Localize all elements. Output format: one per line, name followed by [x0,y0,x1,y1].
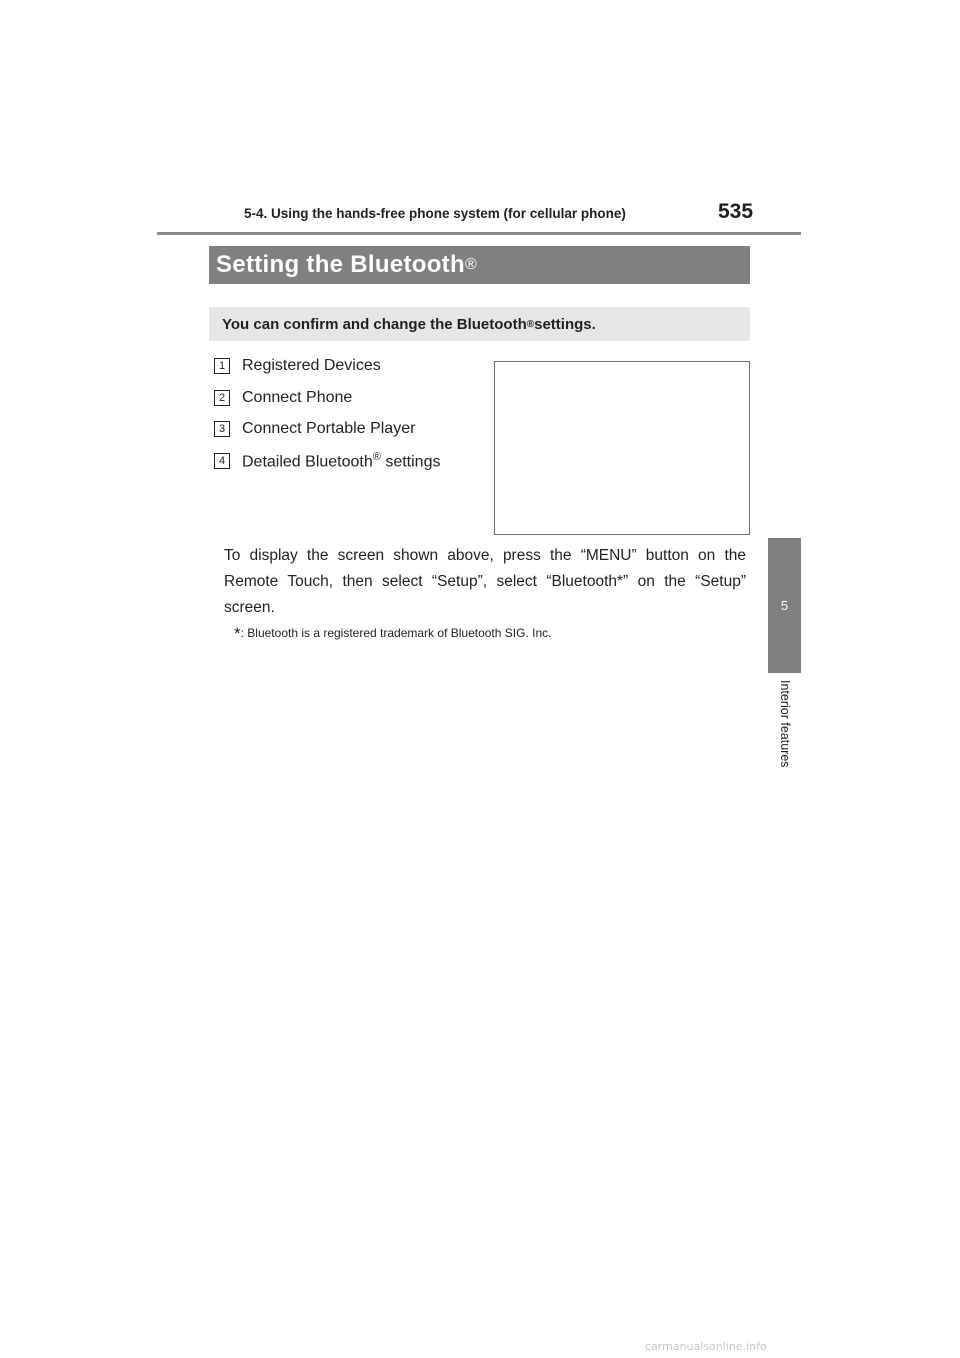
footnote [234,624,754,644]
callout-item [214,447,484,475]
callout-number: 4 [214,453,230,469]
running-header: 5-4. Using the hands-free phone system (for cellular phone) [244,206,626,221]
callout-label: Connect Phone [242,389,353,406]
callout-number: 1 [214,358,230,374]
callout-number: 3 [214,421,230,437]
registered-mark: ® [526,318,535,330]
watermark: carmanualsonline.info [645,1340,767,1353]
callout-item [214,352,484,380]
footnote-marker: * [234,624,241,643]
callout-number: 2 [214,390,230,406]
screen-illustration-frame [494,361,750,535]
registered-mark: ® [464,256,478,273]
callout-label-text: Detailed Bluetooth [242,453,373,471]
callout-label: Connect Portable Player [242,420,416,437]
footnote-text: : Bluetooth is a registered trademark of Bluetooth SIG. Inc. [240,626,552,640]
chapter-label: Interior features [778,680,792,768]
summary-box [209,307,750,341]
callout-item [214,415,484,443]
instruction-paragraph: To display the screen shown above, press the “MENU” button on the Remote Touch, then select “Setup”, select “Bluetooth*” on the “Setup” screen. [224,547,746,616]
header-divider [157,232,801,235]
summary-text: You can confirm and change the Bluetooth [222,315,527,333]
chapter-number: 5 [780,598,789,613]
chapter-tab [768,538,801,673]
page-number: 535 [718,200,754,223]
callout-label-suffix: settings [380,453,441,471]
summary-suffix: settings. [534,315,596,333]
registered-mark: ® [372,450,381,463]
section-heading [209,246,750,284]
callout-item [214,384,484,412]
callout-label: Registered Devices [242,357,381,374]
callout-label [242,451,440,471]
section-title: Setting the Bluetooth [216,251,465,278]
